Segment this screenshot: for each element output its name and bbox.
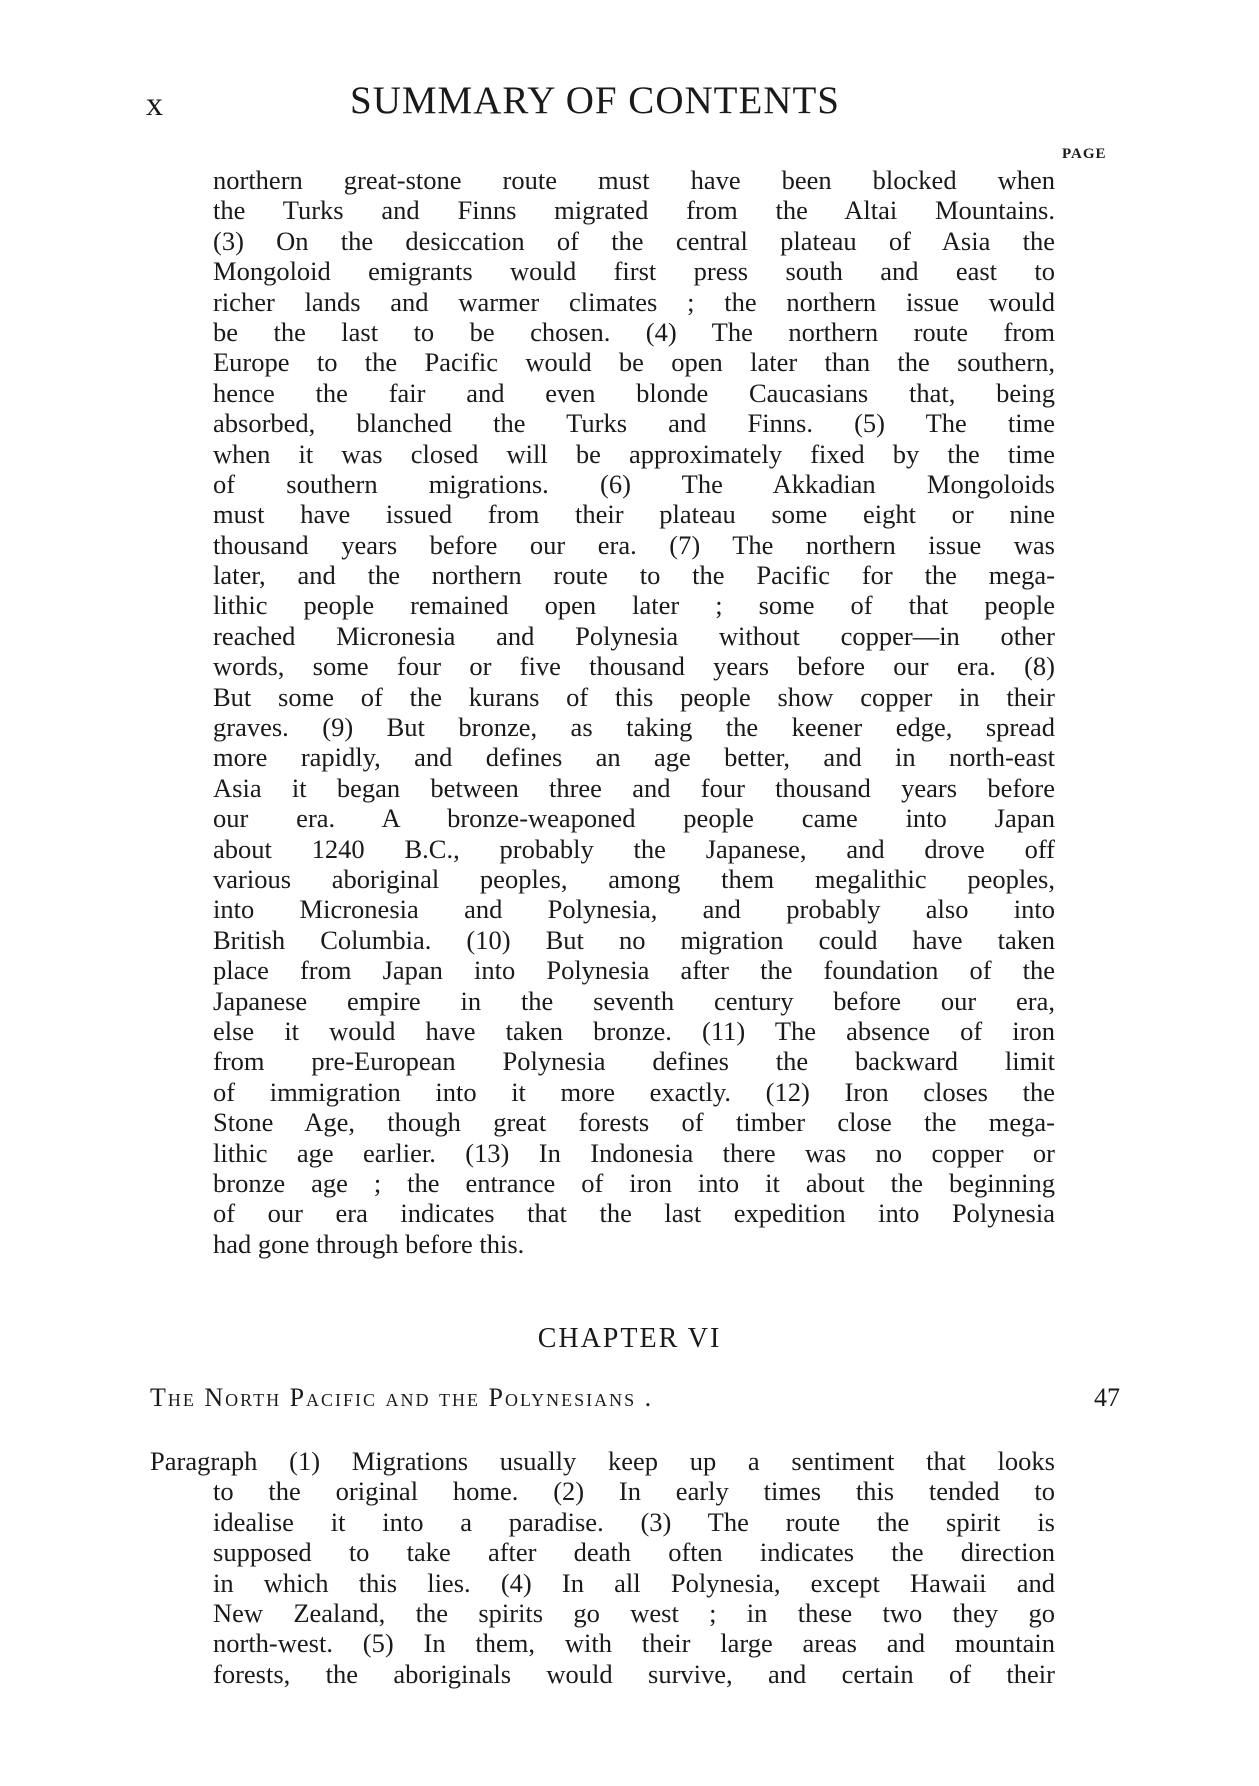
text-line: Asia it began between three and four thousand years before [213,772,1055,803]
text-line: thousand years before our era. (7) The northern issue was [213,529,1055,560]
text-line: graves. (9) But bronze, as taking the keener edge, spread [213,712,1055,743]
text-line: British Columbia. (10) But no migration could have taken [213,924,1055,955]
text-line: of southern migrations. (6) The Akkadian Mongoloids [213,468,1055,499]
text-line: richer lands and warmer climates ; the northern issue would [213,286,1055,317]
text-line: in which this lies. (4) In all Polynesia, except Hawaii and [213,1567,1055,1598]
text-line: had gone through before this. [213,1228,525,1259]
text-line: But some of the kurans of this people show copper in their [213,681,1055,712]
page-column-label: PAGE [1062,146,1107,162]
chapter-title-row [150,1383,1120,1419]
text-line: hence the fair and even blonde Caucasians that, being [213,377,1055,408]
text-line: from pre-European Polynesia defines the backward limit [213,1046,1055,1077]
text-line: else it would have taken bronze. (11) The absence of iron [213,1015,1055,1046]
chapter-heading: CHAPTER VI [537,1323,722,1354]
text-line: Europe to the Pacific would be open later than the southern, [213,347,1055,378]
text-line: bronze age ; the entrance of iron into it about the beginning [213,1167,1055,1198]
text-line: Paragraph (1) Migrations usually keep up a sentiment that looks [150,1446,1055,1476]
text-line: more rapidly, and defines an age better, and in north-east [213,742,1055,773]
text-line: later, and the northern route to the Pacific for the mega- [213,560,1055,591]
text-line: about 1240 B.C., probably the Japanese, and drove off [213,833,1055,864]
text-line: our era. A bronze-weaponed people came into Japan [213,803,1055,834]
text-line: absorbed, blanched the Turks and Finns. (5) The time [213,408,1055,439]
text-line: when it was closed will be approximately fixed by the time [213,438,1055,469]
text-line: must have issued from their plateau some eight or nine [213,499,1055,530]
text-line: (3) On the desiccation of the central plateau of Asia the [213,225,1055,256]
page-number: x [146,86,163,123]
text-line: New Zealand, the spirits go west ; in these two they go [213,1597,1055,1628]
text-line: north-west. (5) In them, with their large areas and mountain [213,1628,1055,1659]
running-head [140,78,1120,128]
chapter-page-number: 47 [1094,1383,1120,1412]
continuation-paragraph [213,165,1055,1259]
text-line: the Turks and Finns migrated from the Altai Mountains. [213,195,1055,226]
text-line: northern great-stone route must have been blocked when [213,165,1055,195]
text-line: Japanese empire in the seventh century before our era, [213,985,1055,1016]
text-line: idealise it into a paradise. (3) The route the spirit is [213,1506,1055,1537]
text-line: of our era indicates that the last expedition into Polynesia [213,1198,1055,1229]
chapter-summary-paragraph [150,1446,1055,1689]
text-line: of immigration into it more exactly. (12) Iron closes the [213,1076,1055,1107]
text-line: supposed to take after death often indicates the direction [213,1537,1055,1568]
text-line: forests, the aboriginals would survive, and certain of their [213,1658,1055,1689]
text-line: various aboriginal peoples, among them megalithic peoples, [213,863,1055,894]
text-line: into Micronesia and Polynesia, and probably also into [213,894,1055,925]
text-line: place from Japan into Polynesia after the foundation of the [213,955,1055,986]
text-line: lithic age earlier. (13) In Indonesia there was no copper or [213,1137,1055,1168]
text-line: lithic people remained open later ; some of that people [213,590,1055,621]
text-line: be the last to be chosen. (4) The northern route from [213,316,1055,347]
text-line: words, some four or five thousand years before our era. (8) [213,651,1055,682]
text-line: reached Micronesia and Polynesia without copper—in other [213,620,1055,651]
text-line: Mongoloid emigrants would first press south and east to [213,256,1055,287]
text-line: Stone Age, though great forests of timber close the mega- [213,1107,1055,1138]
chapter-title: The North Pacific and the Polynesians . [150,1383,654,1412]
text-line: to the original home. (2) In early times this tended to [213,1476,1055,1507]
running-title: SUMMARY OF CONTENTS [350,79,840,122]
